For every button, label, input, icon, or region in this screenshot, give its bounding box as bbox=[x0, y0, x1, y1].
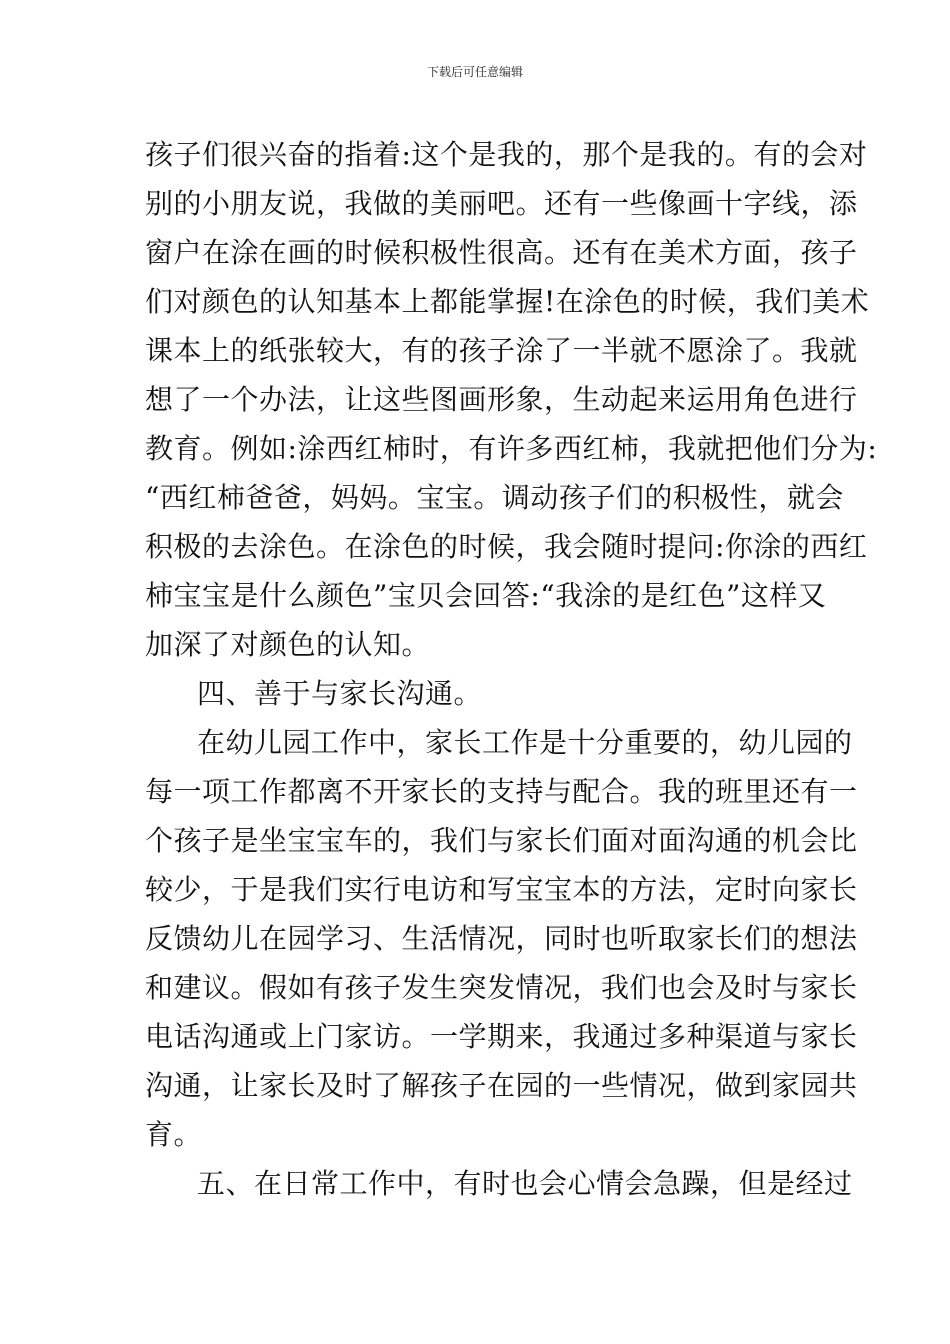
text-line: 较少，于是我们实行电访和写宝宝本的方法，定时向家长 bbox=[145, 873, 858, 906]
section-heading-five: 五、在日常工作中，有时也会心情会急躁，但是经过 bbox=[197, 1167, 853, 1200]
text-line: 沟通，让家长及时了解孩子在园的一些情况，做到家园共 bbox=[145, 1069, 858, 1102]
text-line: 窗户在涂在画的时候积极性很高。还有在美术方面，孩子 bbox=[145, 236, 858, 269]
text-line: 加深了对颜色的认知。 bbox=[145, 628, 431, 661]
text-line: 积极的去涂色。在涂色的时候，我会随时提问:你涂的西红 bbox=[145, 530, 868, 563]
document-body bbox=[145, 130, 878, 1208]
text-line: 课本上的纸张较大，有的孩子涂了一半就不愿涂了。我就 bbox=[145, 334, 858, 367]
text-line: 电话沟通或上门家访。一学期来，我通过多种渠道与家长 bbox=[145, 1020, 858, 1053]
paragraph-start: 在幼儿园工作中，家长工作是十分重要的，幼儿园的 bbox=[197, 726, 853, 759]
text-line: “西红柿爸爸，妈妈。宝宝。调动孩子们的积极性，就会 bbox=[145, 481, 844, 514]
text-line: 和建议。假如有孩子发生突发情况，我们也会及时与家长 bbox=[145, 971, 858, 1004]
text-line: 育。 bbox=[145, 1118, 203, 1151]
text-line: 柿宝宝是什么颜色”宝贝会回答:“我涂的是红色”这样又 bbox=[145, 579, 827, 612]
text-line: 每一项工作都离不开家长的支持与配合。我的班里还有一 bbox=[145, 775, 858, 808]
page-header: 下载后可任意编辑 bbox=[426, 65, 523, 79]
text-line: 们对颜色的认知基本上都能掌握!在涂色的时候，我们美术 bbox=[145, 285, 870, 318]
text-line: 别的小朋友说，我做的美丽吧。还有一些像画十字线，添 bbox=[145, 187, 858, 220]
section-heading-four: 四、善于与家长沟通。 bbox=[197, 677, 483, 710]
text-line: 教育。例如:涂西红柿时，有许多西红柿，我就把他们分为: bbox=[145, 432, 878, 465]
text-line: 反馈幼儿在园学习、生活情况，同时也听取家长们的想法 bbox=[145, 922, 858, 955]
text-line: 孩子们很兴奋的指着:这个是我的，那个是我的。有的会对 bbox=[145, 138, 868, 171]
text-line: 个孩子是坐宝宝车的，我们与家长们面对面沟通的机会比 bbox=[145, 824, 858, 857]
text-line: 想了一个办法，让这些图画形象，生动起来运用角色进行 bbox=[145, 383, 858, 416]
